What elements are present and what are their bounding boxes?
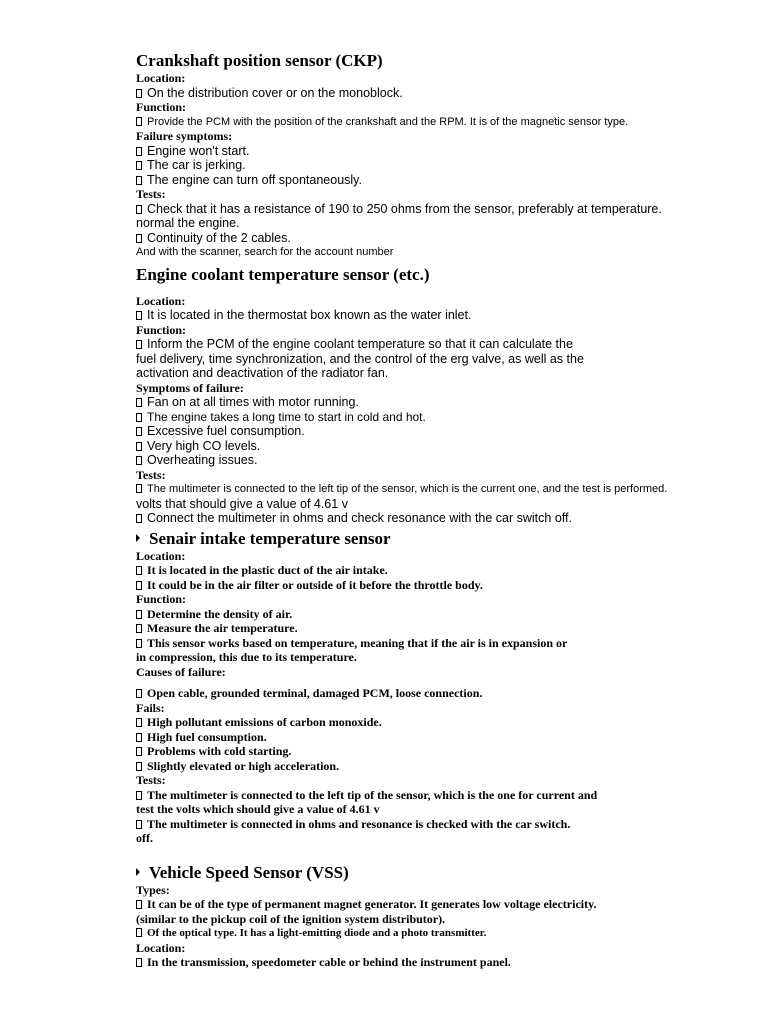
causes-label: Causes of failure: [136,664,226,679]
section-title: Vehicle Speed Sensor (VSS) [136,862,736,883]
list-item: The engine takes a long time to start in cold and hot. [136,410,736,425]
checkbox-bullet-icon [136,639,142,648]
list-item: Open cable, grounded terminal, damaged PCM, loose connection. [136,686,736,701]
checkbox-bullet-icon [136,733,142,742]
triangle-right-icon [136,868,140,876]
checkbox-bullet-icon [136,147,142,156]
list-item: It is located in the plastic duct of the air intake. [136,563,736,578]
list-item: Inform the PCM of the engine coolant temperature so that it can calculate the [136,337,736,352]
tests-label: Tests: [136,773,166,787]
function-label: Function: [136,100,187,114]
continuation-line: off. [136,831,153,845]
list-item: The multimeter is connected to the left tip of the sensor, which is the one for current and [136,788,736,803]
checkbox-bullet-icon [136,820,142,829]
checkbox-bullet-icon [136,747,142,756]
fails-label: Fails: [136,700,165,715]
triangle-right-icon [136,534,140,542]
checkbox-bullet-icon [136,610,142,619]
checkbox-bullet-icon [136,340,142,349]
continuation-line: normal the engine. [136,216,240,230]
section-vss [136,862,736,970]
list-item: This sensor works based on temperature, meaning that if the air is in expansion or [136,636,736,651]
checkbox-bullet-icon [136,958,142,967]
list-item: Measure the air temperature. [136,621,736,636]
checkbox-bullet-icon [136,117,142,126]
continuation-line: activation and deactivation of the radiator fan. [136,366,389,380]
list-item: It can be of the type of permanent magnet generator. It generates low voltage electricity. [136,897,736,912]
list-item: Connect the multimeter in ohms and check resonance with the car switch off. [136,511,736,526]
function-label: Function: [136,592,187,606]
section-title: Senair intake temperature sensor [136,528,736,549]
checkbox-bullet-icon [136,928,142,937]
checkbox-bullet-icon [136,900,142,909]
checkbox-bullet-icon [136,161,142,170]
list-item: Engine won't start. [136,144,736,159]
list-item: Determine the density of air. [136,607,736,622]
types-label: Types: [136,882,170,897]
document-page [136,50,736,970]
location-label: Location: [136,71,186,85]
checkbox-bullet-icon [136,791,142,800]
list-item: The multimeter is connected in ohms and resonance is checked with the car switch. [136,817,736,832]
list-item: High pollutant emissions of carbon monoxide. [136,715,736,730]
continuation-line: (similar to the pickup coil of the ignition system distributor). [136,911,446,926]
list-item: The engine can turn off spontaneously. [136,173,736,188]
checkbox-bullet-icon [136,176,142,185]
list-item: The multimeter is connected to the left tip of the sensor, which is the current one, and the test is performed. [136,482,736,497]
list-item: The car is jerking. [136,158,736,173]
section-title: Crankshaft position sensor (CKP) [136,51,383,70]
list-item: Very high CO levels. [136,439,736,454]
list-item: Check that it has a resistance of 190 to 250 ohms from the sensor, preferably at temperature. [136,202,736,217]
continuation-line: test the volts which should give a value of 4.61 v [136,802,380,816]
list-item: Overheating issues. [136,453,736,468]
section-ckp [136,50,736,260]
checkbox-bullet-icon [136,442,142,451]
list-item: In the transmission, speedometer cable or behind the instrument panel. [136,955,736,970]
symptoms-label: Symptoms of failure: [136,380,244,395]
checkbox-bullet-icon [136,89,142,98]
checkbox-bullet-icon [136,311,142,320]
checkbox-bullet-icon [136,205,142,214]
continuation-line: volts that should give a value of 4.61 v [136,496,348,511]
location-label: Location: [136,293,186,308]
list-item: It could be in the air filter or outside of it before the throttle body. [136,578,736,593]
list-item: High fuel consumption. [136,730,736,745]
location-label: Location: [136,940,186,955]
checkbox-bullet-icon [136,718,142,727]
list-item: Fan on at all times with motor running. [136,395,736,410]
section-title: Engine coolant temperature sensor (etc.) [136,264,430,284]
list-item: Continuity of the 2 cables. [136,231,736,246]
function-label: Function: [136,322,187,337]
tests-label: Tests: [136,187,166,201]
list-item: On the distribution cover or on the monoblock. [136,86,736,101]
tests-label: Tests: [136,467,166,482]
checkbox-bullet-icon [136,566,142,575]
section-iat [136,528,736,846]
list-item: It is located in the thermostat box known as the water inlet. [136,308,736,323]
checkbox-bullet-icon [136,762,142,771]
checkbox-bullet-icon [136,484,142,493]
checkbox-bullet-icon [136,581,142,590]
checkbox-bullet-icon [136,689,142,698]
location-label: Location: [136,548,186,563]
checkbox-bullet-icon [136,398,142,407]
failure-label: Failure symptoms: [136,129,233,143]
list-item: Problems with cold starting. [136,744,736,759]
continuation-line: in compression, this due to its temperature. [136,650,357,664]
list-item: Provide the PCM with the position of the crankshaft and the RPM. It is of the magnetic sensor type. [136,115,736,130]
checkbox-bullet-icon [136,514,142,523]
list-item: Of the optical type. It has a light-emitting diode and a photo transmitter. [136,926,736,941]
section-ect [136,264,736,526]
checkbox-bullet-icon [136,427,142,436]
checkbox-bullet-icon [136,456,142,465]
scanner-note: And with the scanner, search for the account number [136,246,394,258]
checkbox-bullet-icon [136,413,142,422]
list-item: Excessive fuel consumption. [136,424,736,439]
checkbox-bullet-icon [136,624,142,633]
checkbox-bullet-icon [136,234,142,243]
continuation-line: fuel delivery, time synchronization, and the control of the erg valve, as well as the [136,351,584,366]
list-item: Slightly elevated or high acceleration. [136,759,736,774]
